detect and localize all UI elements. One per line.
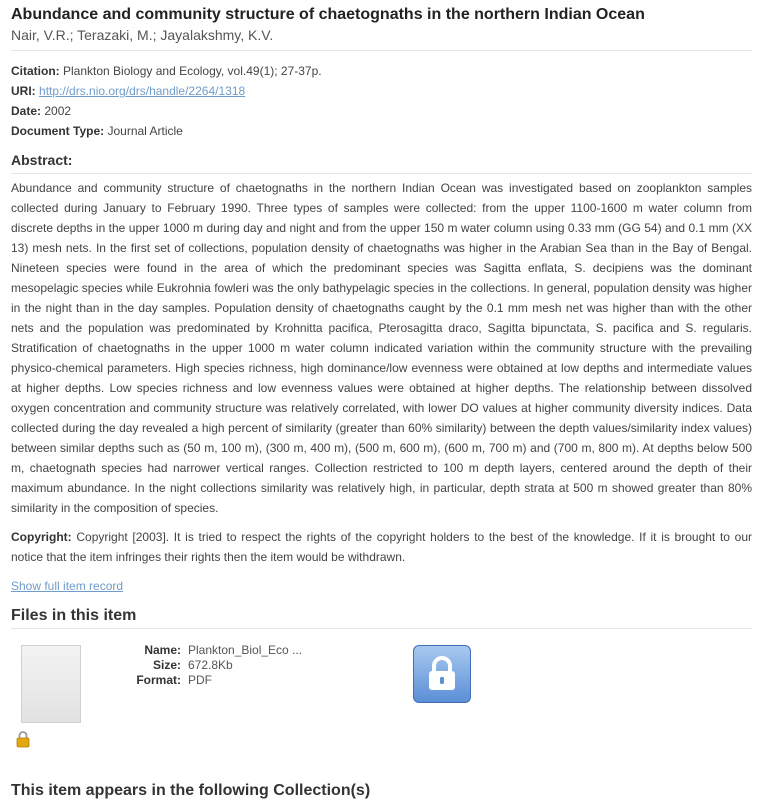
uri-row [11,81,752,101]
copyright-block [11,527,752,567]
title-divider [11,50,752,51]
collections-heading: This item appears in the following Collection(s) [11,782,371,799]
date-value: 2002 [44,104,72,118]
date-label: Date: [11,104,42,118]
citation-value: Plankton Biology and Ecology, vol.49(1); 27-37p. [63,64,322,78]
file-thumbnail-icon[interactable] [21,645,81,723]
copyright-label: Copyright: [11,530,72,544]
doctype-row [11,121,752,141]
uri-link[interactable]: http://drs.nio.org/drs/handle/2264/1318 [39,84,246,98]
citation-label: Citation: [11,64,60,78]
abstract-text: Abundance and community structure of chaetognaths in the northern Indian Ocean was investigated based on zooplankton samples collected during January to February 1990. Three types of samples were collected: from the upper 1100-1600 m water column from discrete depths in the upper 1000 m during day and night and from the upper 150 m water column using 0.33 mm (GG 54) and 0.1 mm (XX 13) mesh nets. In the first set of collections, population density of chaetognaths was higher in the Arabian Sea than in the Bay of Bengal. Nineteen species were found in the area of which the predominant species was Sagitta enflata, S. decipiens was the dominant mesopelagic species while Eukrohnia fowleri was the only bathypelagic species in the collections. In general, population density was higher in the night than in the day samples. Population density of chaetognaths caught by the 0.1 mm mesh net was higher than with the other nets and the population was predominated by Krohnitta pacifica, Pterosagitta draco, Sagitta bipunctata, S. pacifica and S. regularis. Stratification of chaetognaths in the upper 1000 m water column indicated variation within the community structure with the prevailing physico-chemical parameters. High species richness, high dominance/low evenness were obtained at low depths and intermediate values at higher depths. Low species richness and low evenness values were obtained at higher depths. The relationship between dissolved oxygen concentration and community structure was relatively correlated, with lower DO values at higher community diversity indices. Data collected during the day revealed a high percent of similarity (greater than 60% similarity) between the depth values/similarity index values) between similar depths such as (50 m, 100 m), (300 m, 400 m), (500 m, 600 m), (600 m, 700 m) and (700 m, 800 m). At depths below 500 m, chaetognath species had narrower vertical ranges. Collection restricted to 100 m depth layers, centered around the depth of their maximum abundance. In the night collections similarity was relatively high, in particular, depth strata at 500 m showed greater than 80% similarity in the composition of species. [11,181,752,515]
uri-label: URI: [11,84,36,98]
metadata-list [11,61,752,141]
item-title: Abundance and community structure of chaetognaths in the northern Indian Ocean [11,6,645,23]
file-size-row [121,658,302,673]
show-full-record-link[interactable]: Show full item record [11,579,124,593]
restricted-access-lock-icon[interactable] [413,645,471,703]
file-name-row [121,643,302,658]
file-details [121,643,302,688]
file-entry [11,629,752,769]
abstract-heading: Abstract: [11,152,73,168]
doctype-value: Journal Article [107,124,183,138]
file-size-label: Size: [152,658,181,672]
citation-row [11,61,752,81]
files-heading: Files in this item [11,607,137,624]
file-format-row [121,673,302,688]
date-row [11,101,752,121]
file-name-value: Plankton_Biol_Eco ... [188,643,303,657]
file-format-value: PDF [188,673,212,687]
padlock-icon [16,730,30,748]
copyright-text: Copyright [2003]. It is tried to respect the rights of the copyright holders to the best of the knowledge. If it is brought to our notice that the item infringes their rights then the item would be withdrawn. [11,530,752,564]
file-format-label: Format: [136,673,181,687]
item-authors: Nair, V.R.; Terazaki, M.; Jayalakshmy, K.V. [11,27,274,43]
file-size-value: 672.8Kb [188,658,233,672]
doctype-label: Document Type: [11,124,105,138]
file-name-label: Name: [144,643,181,657]
abstract-divider [11,173,752,174]
item-page [11,5,752,769]
